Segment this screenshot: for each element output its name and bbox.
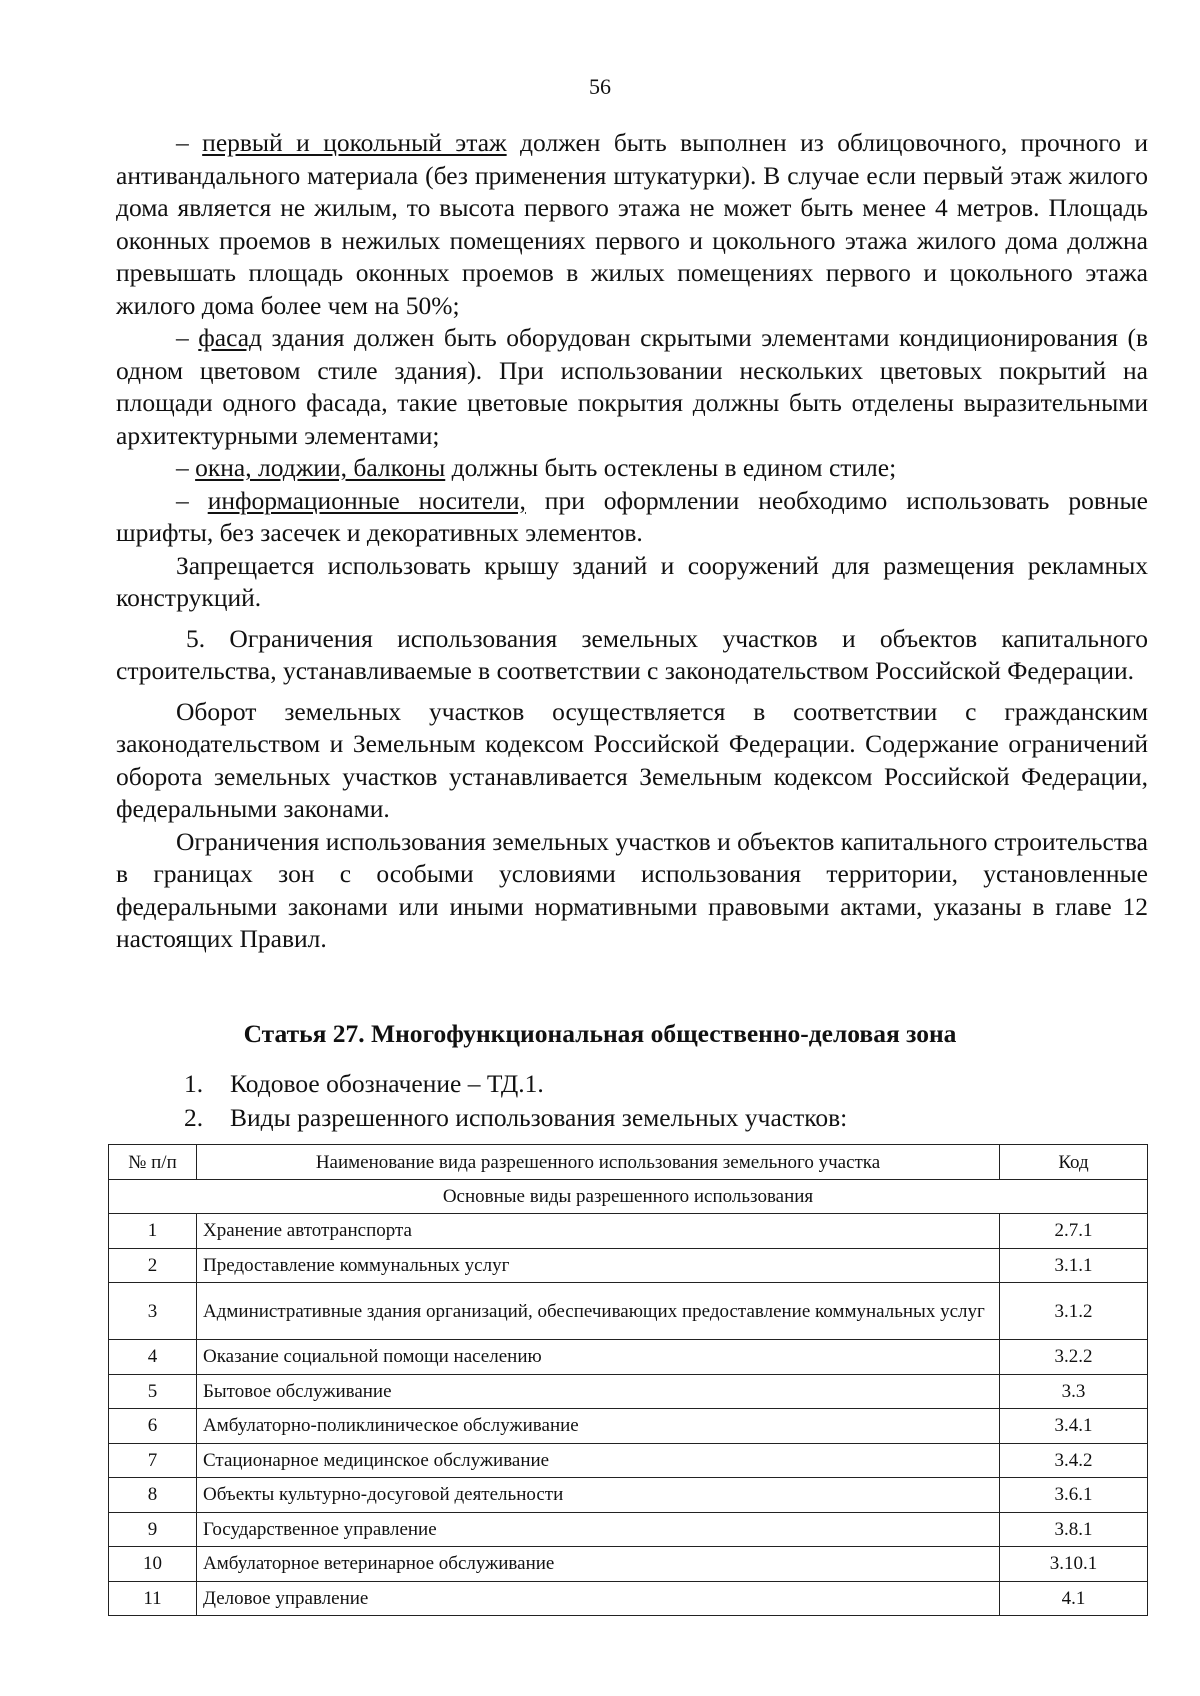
header-name: Наименование вида разрешенного использования земельного участка bbox=[197, 1145, 1000, 1180]
table-row: 11 Деловое управление 4.1 bbox=[109, 1581, 1148, 1616]
header-code: Код bbox=[1000, 1145, 1148, 1180]
table-header-row bbox=[109, 1145, 1148, 1180]
paragraph-signage: – информационные носители, при оформлении необходимо использовать ровные шрифты, без засечек и декоративных элементов. bbox=[116, 485, 1148, 547]
header-num: № п/п bbox=[109, 1145, 197, 1180]
table-row: 4 Оказание социальной помощи населению 3.2.2 bbox=[109, 1340, 1148, 1375]
permitted-uses-table bbox=[108, 1144, 1148, 1616]
table-row: 1 Хранение автотранспорта 2.7.1 bbox=[109, 1214, 1148, 1249]
section-title: Основные виды разрешенного использования bbox=[109, 1180, 1148, 1214]
table-row: 2 Предоставление коммунальных услуг 3.1.1 bbox=[109, 1248, 1148, 1283]
table-row: 10 Амбулаторное ветеринарное обслуживание 3.10.1 bbox=[109, 1547, 1148, 1582]
term-signage: информационные носители, bbox=[207, 485, 526, 515]
paragraph-ground-floor: – первый и цокольный этаж должен быть выполнен из облицовочного, прочного и антивандального материала (без применения штукатурки). В случае если первый этаж жилого дома является не жилым, то высота первого этажа не может быть менее 4 метров. Площадь оконных проемов в нежилых помещениях первого и цокольного этажа жилого дома должна превышать площадь оконных проемов в жилых помещениях первого и цокольного этажа жилого дома более чем на 50%; bbox=[116, 128, 1149, 320]
term-ground-floor: первый и цокольный этаж bbox=[202, 128, 507, 157]
table-row: 3 Административные здания организаций, обеспечивающих предоставление коммунальных услуг 3.1.2 bbox=[109, 1283, 1148, 1340]
page-number: 56 bbox=[589, 74, 611, 99]
table-row: 8 Объекты культурно-досуговой деятельности 3.6.1 bbox=[109, 1478, 1148, 1513]
paragraph-windows: – окна, лоджии, балконы должны быть остеклены в едином стиле; bbox=[176, 453, 897, 482]
paragraph-land-turnover: Оборот земельных участков осуществляется в соответствии с гражданским законодательством и Земельным кодексом Российской Федерации. Содержание ограничений оборота земельных участков устанавливается Земельным кодексом Российской Федерации, федеральными законами. bbox=[116, 696, 1148, 823]
list-item: 2. Виды разрешенного использования земельных участков: bbox=[184, 1103, 848, 1132]
term-windows: окна, лоджии, балконы bbox=[195, 453, 446, 482]
article-items bbox=[184, 1067, 847, 1135]
table-row: 5 Бытовое обслуживание 3.3 bbox=[109, 1374, 1148, 1409]
paragraph-roof-ban: Запрещается использовать крышу зданий и сооружений для размещения рекламных конструкций. bbox=[116, 550, 1148, 612]
article-title: Статья 27. Многофункциональная общественно-деловая зона bbox=[243, 1019, 957, 1048]
table-section-row bbox=[109, 1180, 1148, 1214]
body-text bbox=[116, 127, 1148, 956]
table-row: 9 Государственное управление 3.8.1 bbox=[109, 1512, 1148, 1547]
paragraph-facade: – фасад здания должен быть оборудован скрытыми элементами кондиционирования (в одном цветовом стиле здания). При использовании нескольких цветовых покрытий на площади одного фасада, такие цветовые покрытия должны быть отделены выразительными архитектурными элементами; bbox=[116, 323, 1149, 450]
term-facade: фасад bbox=[198, 323, 263, 352]
paragraph-special-zones: Ограничения использования земельных участков и объектов капитального строительства в границах зон с особыми условиями использования территории, установленные федеральными законами или иными нормативными правовыми актами, указаны в главе 12 настоящих Правил. bbox=[116, 826, 1148, 953]
table-row: 7 Стационарное медицинское обслуживание 3.4.2 bbox=[109, 1443, 1148, 1478]
list-item: 1. Кодовое обозначение – ТД.1. bbox=[184, 1069, 544, 1098]
table-row: 6 Амбулаторно-поликлиническое обслуживание 3.4.1 bbox=[109, 1409, 1148, 1444]
paragraph-restrictions-heading: 5. Ограничения использования земельных участков и объектов капитального строительства, устанавливаемые в соответствии с законодательством Российской Федерации. bbox=[116, 623, 1148, 685]
